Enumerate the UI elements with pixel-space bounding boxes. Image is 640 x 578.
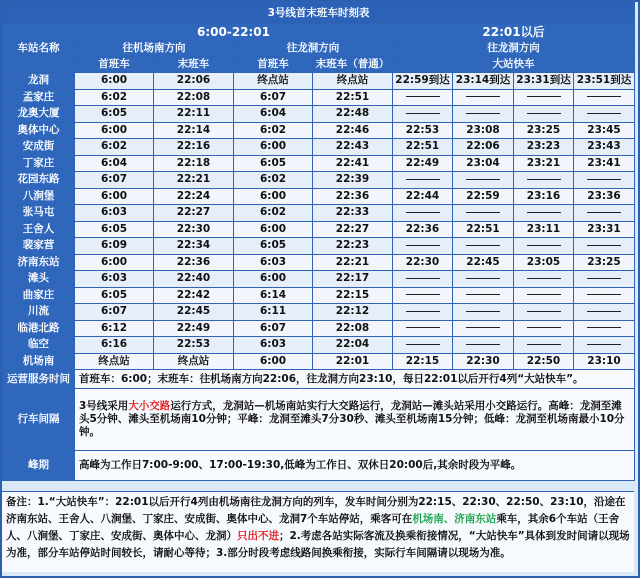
express-time xyxy=(453,337,514,354)
station-name: 龙奥大厦 xyxy=(3,106,75,123)
express-time xyxy=(393,337,453,354)
table-row xyxy=(3,287,635,304)
last-train-north: 22:51 xyxy=(313,89,393,106)
table-row xyxy=(3,337,635,354)
express-time xyxy=(514,172,574,189)
express-time: 23:21 xyxy=(514,155,574,172)
last-train-north: 22:08 xyxy=(313,320,393,337)
express-time: 22:50 xyxy=(514,353,574,370)
express-time xyxy=(574,172,635,189)
express-arrival-time: 23:51到达 xyxy=(574,73,635,90)
period-night-header: 22:01以后 xyxy=(393,24,635,41)
no-stop-dash xyxy=(527,113,561,114)
express-time: 22:51 xyxy=(393,139,453,156)
station-name: 济南东站 xyxy=(3,254,75,271)
first-train-south: 6:09 xyxy=(75,238,154,255)
table-row xyxy=(3,254,635,271)
last-train-south: 22:34 xyxy=(154,238,234,255)
express-time: 23:04 xyxy=(453,155,514,172)
no-stop-dash xyxy=(587,278,621,279)
no-stop-dash xyxy=(466,96,500,97)
table-row xyxy=(3,155,635,172)
last-train-north: 22:39 xyxy=(313,172,393,189)
no-stop-dash xyxy=(466,212,500,213)
no-stop-dash xyxy=(527,245,561,246)
station-name: 龙洞 xyxy=(3,73,75,90)
first-train-south: 6:02 xyxy=(75,139,154,156)
express-time xyxy=(453,304,514,321)
first-train-north: 6:03 xyxy=(234,254,313,271)
express-time: 22:49 xyxy=(393,155,453,172)
first-train-north: 6:04 xyxy=(234,106,313,123)
no-stop-dash xyxy=(587,311,621,312)
first-train-south: 6:07 xyxy=(75,304,154,321)
first-train-south: 6:16 xyxy=(75,337,154,354)
express-time xyxy=(453,106,514,123)
last-train-south: 22:45 xyxy=(154,304,234,321)
table-row xyxy=(3,139,635,156)
first-train-south: 6:05 xyxy=(75,221,154,238)
first-train-north: 6:05 xyxy=(234,238,313,255)
first-train-south: 6:04 xyxy=(75,155,154,172)
express-time: 22:45 xyxy=(453,254,514,271)
first-train-south: 6:07 xyxy=(75,172,154,189)
express-time xyxy=(514,337,574,354)
no-stop-dash xyxy=(527,179,561,180)
last-train-south: 终点站 xyxy=(154,353,234,370)
no-stop-dash xyxy=(527,327,561,328)
peak-label: 峰期 xyxy=(3,451,75,481)
no-stop-dash xyxy=(587,245,621,246)
last-train-south: 22:08 xyxy=(154,89,234,106)
express-time xyxy=(393,271,453,288)
table-row xyxy=(3,271,635,288)
express-time: 23:36 xyxy=(574,188,635,205)
station-name: 临港北路 xyxy=(3,320,75,337)
express-time xyxy=(514,89,574,106)
express-time: 23:25 xyxy=(574,254,635,271)
express-time: 23:25 xyxy=(514,122,574,139)
service-hours-label: 运营服务时间 xyxy=(3,370,75,389)
table-row xyxy=(3,221,635,238)
last-train-north: 22:12 xyxy=(313,304,393,321)
express-time: 22:44 xyxy=(393,188,453,205)
express-time: 22:51 xyxy=(453,221,514,238)
express-time xyxy=(453,320,514,337)
last-train-south: 22:16 xyxy=(154,139,234,156)
table-row xyxy=(3,353,635,370)
express-time: 23:43 xyxy=(574,139,635,156)
first-train-north: 6:00 xyxy=(234,221,313,238)
table-row xyxy=(3,172,635,189)
first-train-north: 6:02 xyxy=(234,172,313,189)
interval-label: 行车间隔 xyxy=(3,389,75,451)
last-train-north: 22:15 xyxy=(313,287,393,304)
last-train-south: 22:40 xyxy=(154,271,234,288)
no-stop-dash xyxy=(406,245,440,246)
express-time xyxy=(393,205,453,222)
last-train-north: 22:27 xyxy=(313,221,393,238)
no-stop-dash xyxy=(466,327,500,328)
no-stop-dash xyxy=(466,245,500,246)
last-train-north: 22:01 xyxy=(313,353,393,370)
express-time: 23:45 xyxy=(574,122,635,139)
express-time xyxy=(514,320,574,337)
no-stop-dash xyxy=(587,212,621,213)
no-stop-dash xyxy=(466,113,500,114)
last-train-north: 22:43 xyxy=(313,139,393,156)
no-stop-dash xyxy=(466,294,500,295)
no-stop-dash xyxy=(587,327,621,328)
no-stop-dash xyxy=(587,113,621,114)
express-time: 22:30 xyxy=(453,353,514,370)
station-name: 裴家营 xyxy=(3,238,75,255)
last-train-north: 22:23 xyxy=(313,238,393,255)
first-train-south: 6:03 xyxy=(75,271,154,288)
first-train-south: 6:05 xyxy=(75,287,154,304)
first-train-south: 6:00 xyxy=(75,254,154,271)
first-train-south: 6:03 xyxy=(75,205,154,222)
remarks: 备注：1.“大站快车”：22:01以后开行4列由机场南往龙洞方向的列车，发车时间分别为22:15、22:30、22:50、23:10，沿途在济南东站、王舍人、八涧堡、丁家庄、安成街、奥体中心、龙洞7个车站停站，乘客可在机场南、济南东站乘车，其余6个车站（王舍人、八涧堡、丁家庄、安成街、奥体中心、龙洞）只出不进；2.考虑各站实际客流及换乘衔接情况，“大站快车”具体到发时间请以现场为准，部分车站停站时间较长，请耐心等待；3.部分时段考虑线路间换乘衔接，实际行车间隔请以现场为准。 xyxy=(2,491,634,572)
table-row xyxy=(3,89,635,106)
station-name: 安成街 xyxy=(3,139,75,156)
station-name: 川流 xyxy=(3,304,75,321)
table-row xyxy=(3,238,635,255)
no-stop-dash xyxy=(406,344,440,345)
peak-text: 高峰为工作日7:00-9:00、17:00-19:30,低峰为工作日、双休日20:00后,其余时段为平峰。 xyxy=(75,451,635,481)
express-time xyxy=(574,320,635,337)
express-time xyxy=(574,304,635,321)
table-row xyxy=(3,304,635,321)
express-time xyxy=(574,287,635,304)
no-stop-dash xyxy=(527,311,561,312)
no-stop-dash xyxy=(466,278,500,279)
express-time xyxy=(453,271,514,288)
last-train-south: 22:49 xyxy=(154,320,234,337)
express-time xyxy=(393,106,453,123)
express-time: 23:23 xyxy=(514,139,574,156)
last-train-north: 22:17 xyxy=(313,271,393,288)
last-train-south: 22:24 xyxy=(154,188,234,205)
no-stop-dash xyxy=(587,294,621,295)
express-time xyxy=(453,172,514,189)
express-time xyxy=(514,304,574,321)
station-name: 奥体中心 xyxy=(3,122,75,139)
no-stop-dash xyxy=(587,344,621,345)
table-row xyxy=(3,73,635,90)
direction-south-header: 往机场南方向 xyxy=(75,41,234,57)
interval-text: 3号线采用大小交路运行方式，龙洞站—机场南站实行大交路运行，龙洞站—滩头站采用小交路运行。高峰：龙洞至滩头5分钟、滩头至机场南10分钟；平峰：龙洞至滩头7分30秒、滩头至机场南15分钟；低峰：龙洞至机场南最小10分钟。 xyxy=(75,389,635,451)
first-train-south: 6:00 xyxy=(75,122,154,139)
first-train-header: 首班车 xyxy=(75,57,154,73)
direction-north-night-header: 往龙洞方向 xyxy=(393,41,635,57)
express-time xyxy=(574,337,635,354)
no-stop-dash xyxy=(527,294,561,295)
last-train-north: 22:48 xyxy=(313,106,393,123)
express-time: 23:31 xyxy=(574,221,635,238)
express-time: 22:15 xyxy=(393,353,453,370)
express-time: 23:05 xyxy=(514,254,574,271)
express-time: 22:53 xyxy=(393,122,453,139)
no-stop-dash xyxy=(406,113,440,114)
no-stop-dash xyxy=(527,96,561,97)
express-time xyxy=(574,106,635,123)
express-time: 23:41 xyxy=(574,155,635,172)
last-train-north: 22:21 xyxy=(313,254,393,271)
last-train-north: 22:04 xyxy=(313,337,393,354)
first-train-north: 6:07 xyxy=(234,89,313,106)
last-train-north: 22:36 xyxy=(313,188,393,205)
express-time xyxy=(514,271,574,288)
station-name: 曲家庄 xyxy=(3,287,75,304)
no-stop-dash xyxy=(406,311,440,312)
station-name: 滩头 xyxy=(3,271,75,288)
first-train-north: 终点站 xyxy=(234,73,313,90)
express-time: 22:59 xyxy=(453,188,514,205)
station-name: 丁家庄 xyxy=(3,155,75,172)
last-train-north: 22:33 xyxy=(313,205,393,222)
no-stop-dash xyxy=(466,179,500,180)
first-train-north: 6:00 xyxy=(234,139,313,156)
no-stop-dash xyxy=(466,311,500,312)
service-hours-text: 首班车：6:00；末班车：往机场南方向22:06，往龙洞方向23:10，每日22:01以后开行4列“大站快车”。 xyxy=(75,370,635,389)
express-time: 22:30 xyxy=(393,254,453,271)
no-stop-dash xyxy=(587,96,621,97)
express-time: 23:11 xyxy=(514,221,574,238)
no-stop-dash xyxy=(587,179,621,180)
first-train-north: 6:00 xyxy=(234,188,313,205)
first-train-south: 6:00 xyxy=(75,73,154,90)
table-row xyxy=(3,106,635,123)
station-name: 临空 xyxy=(3,337,75,354)
station-name: 机场南 xyxy=(3,353,75,370)
no-stop-dash xyxy=(406,278,440,279)
express-time xyxy=(574,89,635,106)
express-time: 22:06 xyxy=(453,139,514,156)
last-train-south: 22:27 xyxy=(154,205,234,222)
express-arrival-time: 22:59到达 xyxy=(393,73,453,90)
last-train-north: 22:46 xyxy=(313,122,393,139)
no-stop-dash xyxy=(527,278,561,279)
station-name: 孟家庄 xyxy=(3,89,75,106)
express-time xyxy=(574,238,635,255)
express-arrival-time: 23:31到达 xyxy=(514,73,574,90)
station-name: 花园东路 xyxy=(3,172,75,189)
first-train-north: 6:00 xyxy=(234,271,313,288)
station-name: 八涧堡 xyxy=(3,188,75,205)
last-train-south: 22:42 xyxy=(154,287,234,304)
express-arrival-time: 23:14到达 xyxy=(453,73,514,90)
first-train-north: 6:03 xyxy=(234,337,313,354)
first-train-north: 6:11 xyxy=(234,304,313,321)
first-train-south: 6:12 xyxy=(75,320,154,337)
last-train-header: 末班车 xyxy=(154,57,234,73)
express-time: 23:08 xyxy=(453,122,514,139)
first-train-north: 6:05 xyxy=(234,155,313,172)
express-time xyxy=(393,287,453,304)
page-title: 3号线首末班车时刻表 xyxy=(3,3,635,24)
express-time xyxy=(514,287,574,304)
table-row xyxy=(3,205,635,222)
first-train-south: 6:00 xyxy=(75,188,154,205)
last-train-south: 22:06 xyxy=(154,73,234,90)
express-time xyxy=(393,238,453,255)
express-time xyxy=(393,320,453,337)
first-train-north: 6:07 xyxy=(234,320,313,337)
express-time xyxy=(514,238,574,255)
first-train-north: 6:14 xyxy=(234,287,313,304)
no-stop-dash xyxy=(406,294,440,295)
no-stop-dash xyxy=(406,96,440,97)
express-time xyxy=(453,89,514,106)
express-time: 22:36 xyxy=(393,221,453,238)
table-row xyxy=(3,188,635,205)
first-train-north: 6:00 xyxy=(234,353,313,370)
no-stop-dash xyxy=(527,212,561,213)
period-daytime-header: 6:00-22:01 xyxy=(75,24,393,41)
direction-north-header: 往龙洞方向 xyxy=(234,41,393,57)
no-stop-dash xyxy=(406,179,440,180)
first-train-north: 6:02 xyxy=(234,205,313,222)
table-row xyxy=(3,320,635,337)
last-train-south: 22:53 xyxy=(154,337,234,354)
express-time: 23:16 xyxy=(514,188,574,205)
express-time xyxy=(514,205,574,222)
express-time xyxy=(514,106,574,123)
last-train-north: 终点站 xyxy=(313,73,393,90)
no-stop-dash xyxy=(406,327,440,328)
no-stop-dash xyxy=(527,344,561,345)
express-time xyxy=(453,287,514,304)
first-train-south: 6:05 xyxy=(75,106,154,123)
no-stop-dash xyxy=(466,344,500,345)
station-name: 王舍人 xyxy=(3,221,75,238)
last-train-normal-header: 末班车（普通） xyxy=(313,57,393,73)
last-train-south: 22:18 xyxy=(154,155,234,172)
last-train-south: 22:11 xyxy=(154,106,234,123)
express-time xyxy=(453,205,514,222)
station-name: 张马屯 xyxy=(3,205,75,222)
express-time xyxy=(574,205,635,222)
last-train-south: 22:21 xyxy=(154,172,234,189)
express-time xyxy=(453,238,514,255)
station-column-header: 车站名称 xyxy=(3,24,75,73)
last-train-south: 22:14 xyxy=(154,122,234,139)
timetable xyxy=(2,2,635,481)
first-train-header: 首班车 xyxy=(234,57,313,73)
express-time xyxy=(393,304,453,321)
express-time xyxy=(574,271,635,288)
last-train-south: 22:36 xyxy=(154,254,234,271)
last-train-north: 22:41 xyxy=(313,155,393,172)
express-time xyxy=(393,89,453,106)
first-train-north: 6:02 xyxy=(234,122,313,139)
no-stop-dash xyxy=(406,212,440,213)
express-time xyxy=(393,172,453,189)
first-train-south: 6:02 xyxy=(75,89,154,106)
last-train-south: 22:30 xyxy=(154,221,234,238)
express-time: 23:10 xyxy=(574,353,635,370)
first-train-south: 终点站 xyxy=(75,353,154,370)
express-header: 大站快车 xyxy=(393,57,635,73)
table-row xyxy=(3,122,635,139)
